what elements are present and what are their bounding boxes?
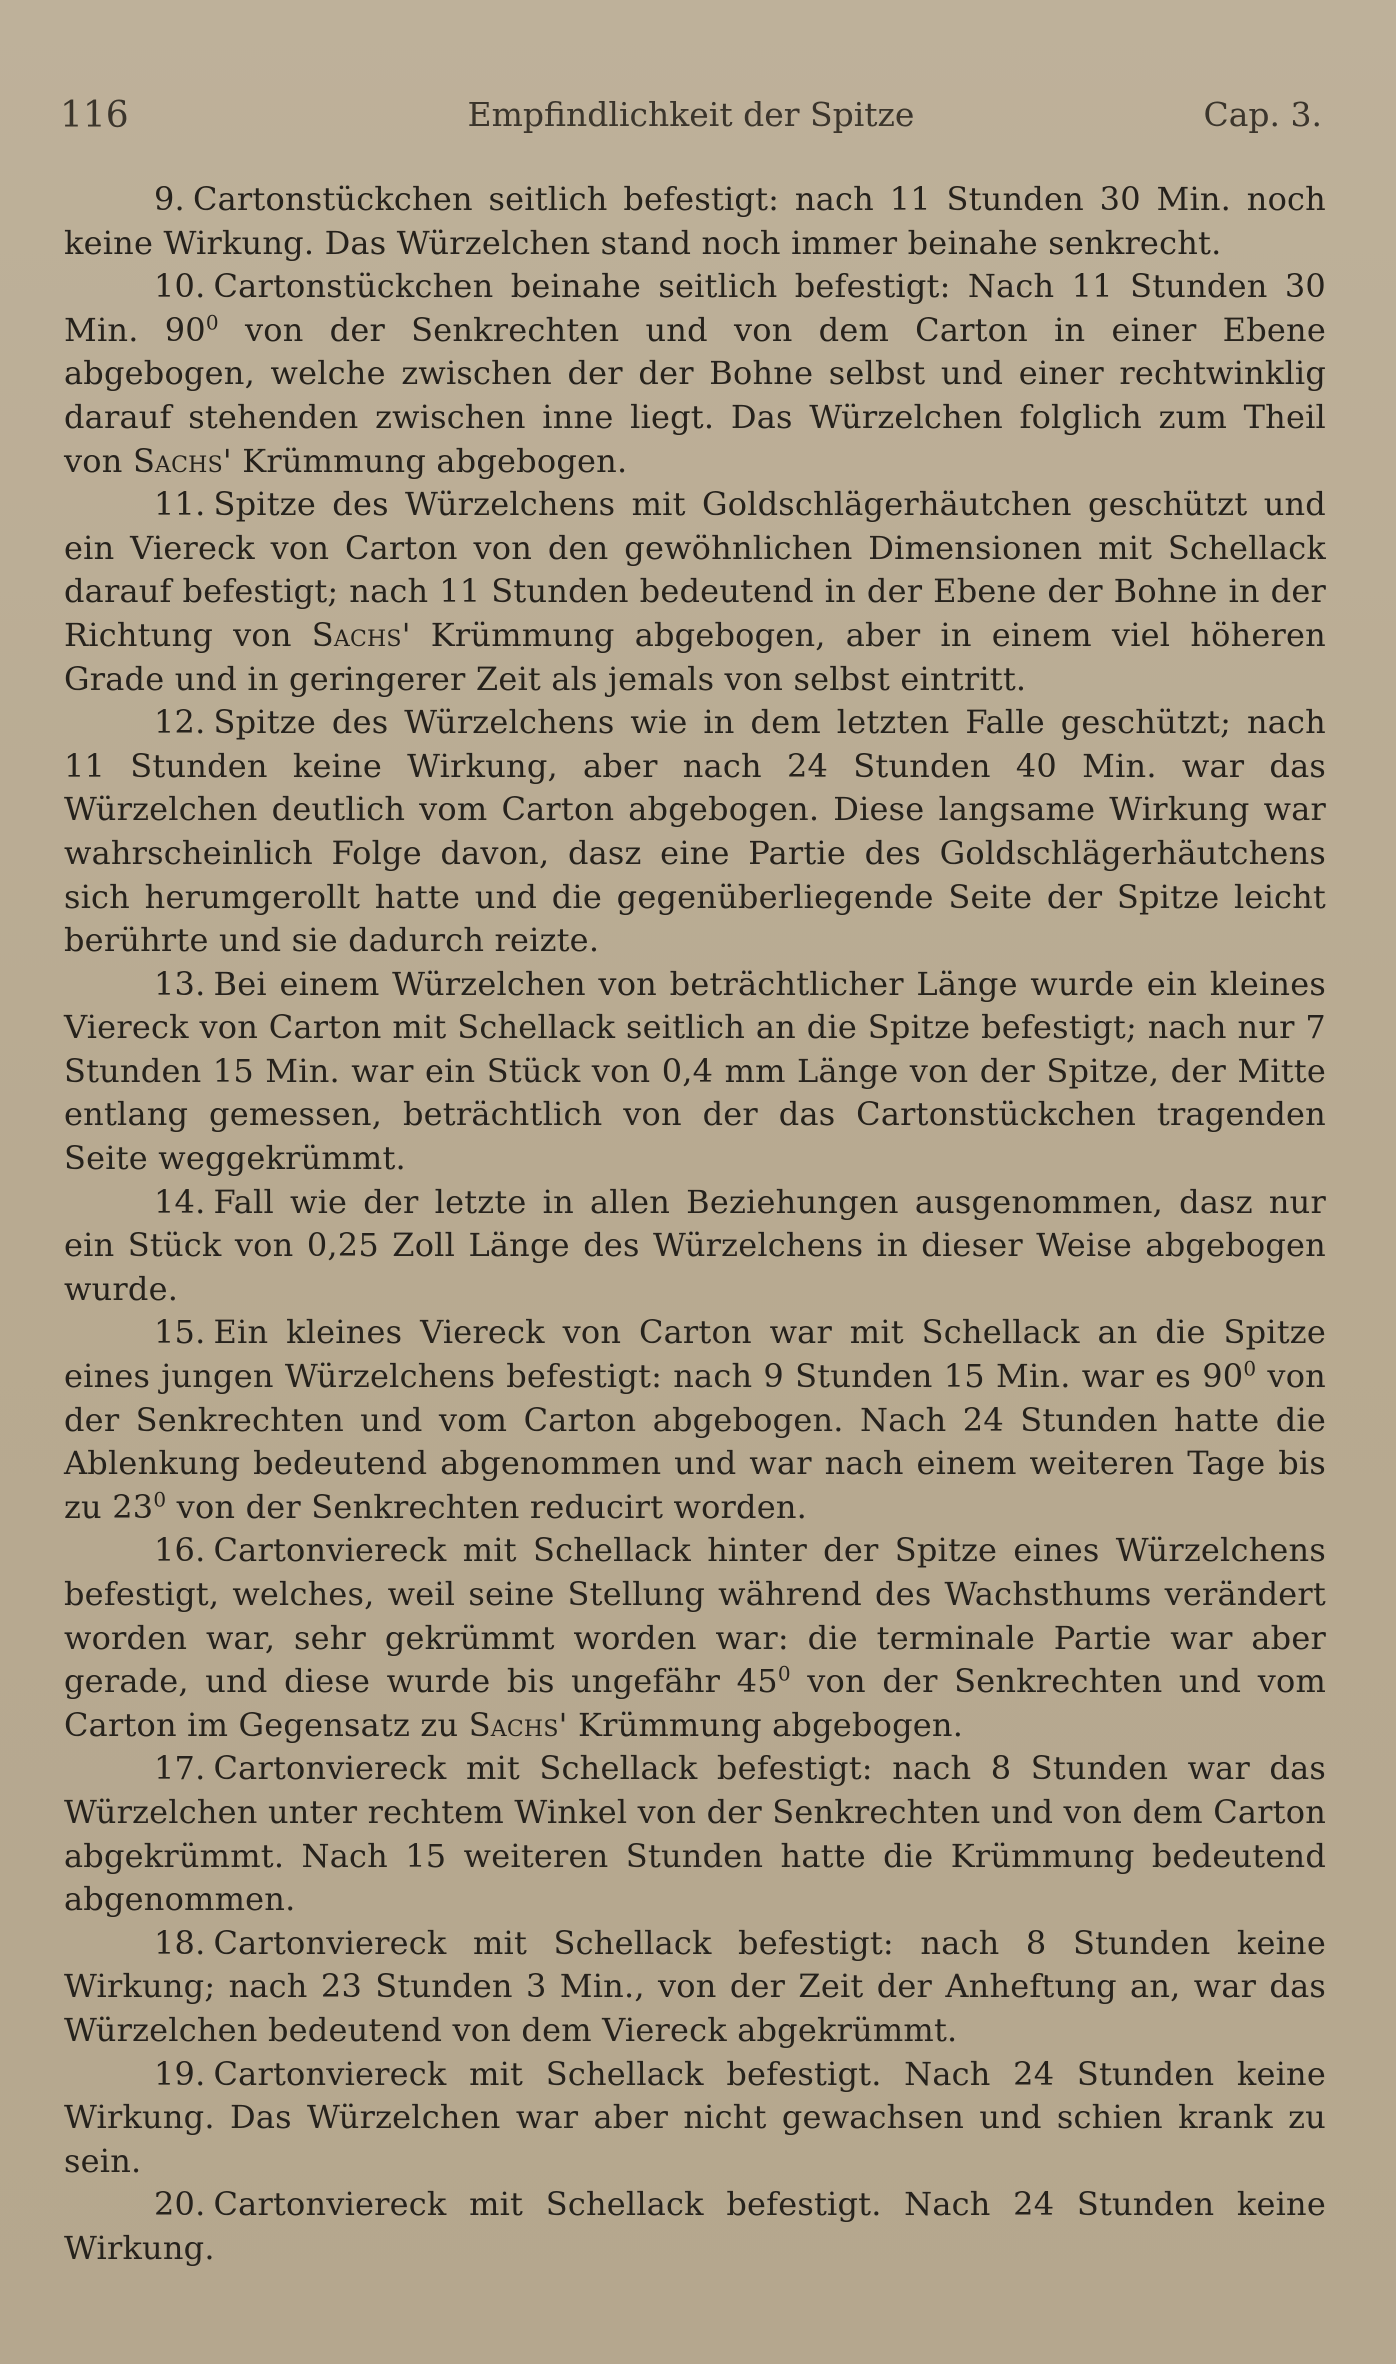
chapter-label: Cap. 3. — [1203, 95, 1322, 134]
paragraph-10 — [64, 265, 1326, 483]
paragraph-number: 19. — [154, 2054, 206, 2093]
paragraph-text: Cartonviereck mit Schellack befestigt: nach 8 Stunden war das Würzelchen unter rechtem Winkel von der Senkrechten und von dem Carton abgekrümmt. Nach 15 weiteren Stunden hatte die Krümmung bedeutend abgenommen. — [64, 1749, 1326, 1919]
paragraph-number: 11. — [154, 485, 206, 524]
paragraph-text: Ein kleines Viereck von Carton war mit Schellack an die Spitze eines jungen Würzelchens befestigt: nach 9 Stunden 15 Min. war es $90^0$ von der Senkrechten und vom Carton abgebogen. Nach 24 Stunden hatte die Ablenkung bedeutend abgenommen und war nach einem weiteren Tage bis zu $23^0$ von der Senkrechten reducirt worden. — [64, 1313, 1326, 1526]
page-number: 116 — [60, 95, 129, 136]
paragraph-18 — [64, 1922, 1326, 2053]
paragraph-14 — [64, 1181, 1326, 1312]
paragraph-text: Fall wie der letzte in allen Beziehungen ausgenommen, dasz nur ein Stück von 0,25 Zoll Länge des Würzelchens in dieser Weise abgebogen wurde. — [64, 1182, 1326, 1308]
page-header — [60, 95, 1322, 145]
paragraph-number: 12. — [154, 703, 206, 742]
paragraph-text: Cartonviereck mit Schellack hinter der Spitze eines Würzelchens befestigt, welches, weil seine Stellung während des Wachsthums verändert worden war, sehr gekrümmt worden war: die terminale Partie war aber gerade, und diese wurde bis ungefähr $45^0$ von der Senkrechten und vom Carton im Gegensatz zu Sachs' Krümmung abgebogen. — [64, 1531, 1326, 1744]
paragraph-number: 10. — [154, 267, 206, 306]
paragraph-text: Cartonviereck mit Schellack befestigt. Nach 24 Stunden keine Wirkung. — [64, 2185, 1326, 2267]
paragraph-number: 9. — [154, 180, 185, 218]
paragraph-text: Cartonstückchen beinahe seitlich befestigt: Nach 11 Stunden 30 Min. $90^0$ von der Senkrechten und von dem Carton in einer Ebene abgebogen, welche zwischen der der Bohne selbst und einer rechtwinklig darauf stehenden zwischen inne liegt. Das Würzelchen folglich zum Theil von Sachs' Krümmung abgebogen. — [64, 267, 1326, 480]
paragraph-text: Cartonviereck mit Schellack befestigt: nach 8 Stunden keine Wirkung; nach 23 Stunden 3 Min., von der Zeit der Anheftung an, war das Würzelchen bedeutend von dem Viereck abgekrümmt. — [64, 1923, 1326, 2049]
paragraph-text: Spitze des Würzelchens mit Goldschlägerhäutchen geschützt und ein Viereck von Carton von den gewöhnlichen Dimensionen mit Schellack darauf befestigt; nach 11 Stunden bedeutend in der Ebene der Bohne in der Richtung von Sachs' Krümmung abgebogen, aber in einem viel höheren Grade und in geringerer Zeit als jemals von selbst eintritt. — [64, 485, 1326, 698]
paragraph-text: Cartonviereck mit Schellack befestigt. Nach 24 Stunden keine Wirkung. Das Würzelchen war aber nicht gewachsen und schien krank zu sein. — [64, 2054, 1326, 2180]
main-text — [64, 178, 1326, 2271]
paragraph-12 — [64, 701, 1326, 963]
paragraph-text: Bei einem Würzelchen von beträchtlicher Länge wurde ein kleines Viereck von Carton mit Schellack seitlich an die Spitze befestigt; nach nur 7 Stunden 15 Min. war ein Stück von 0,4 mm Länge von der Spitze, der Mitte entlang gemessen, beträchtlich von der das Cartonstückchen tragenden Seite weggekrümmt. — [64, 964, 1326, 1178]
paragraph-number: 14. — [154, 1182, 206, 1221]
paragraph-19 — [64, 2053, 1326, 2184]
paragraph-20 — [64, 2183, 1326, 2270]
paragraph-11 — [64, 483, 1326, 701]
paragraph-number: 13. — [154, 964, 206, 1003]
running-title: Empfindlichkeit der Spitze — [467, 95, 915, 134]
paragraph-16 — [64, 1529, 1326, 1747]
paragraph-15 — [64, 1311, 1326, 1529]
paragraph-number: 16. — [154, 1531, 206, 1570]
paragraph-number: 15. — [154, 1313, 206, 1352]
paragraph-text: Cartonstückchen seitlich befestigt: nach 11 Stunden 30 Min. noch keine Wirkung. Das Würzelchen stand noch immer beinahe senkrecht. — [64, 180, 1326, 262]
paragraph-17 — [64, 1747, 1326, 1921]
paragraph-text: Spitze des Würzelchens wie in dem letzten Falle geschützt; nach 11 Stunden keine Wirkung, aber nach 24 Stunden 40 Min. war das Würzelchen deutlich vom Carton abgebogen. Diese langsame Wirkung war wahrscheinlich Folge davon, dasz eine Partie des Goldschlägerhäutchens sich herumgerollt hatte und die gegenüberliegende Seite der Spitze leicht berührte und sie dadurch reizte. — [64, 703, 1326, 960]
paragraph-number: 18. — [154, 1923, 206, 1962]
paragraph-9 — [64, 178, 1326, 265]
paragraph-13 — [64, 963, 1326, 1181]
paragraph-number: 17. — [154, 1749, 206, 1788]
paragraph-number: 20. — [154, 2185, 206, 2224]
